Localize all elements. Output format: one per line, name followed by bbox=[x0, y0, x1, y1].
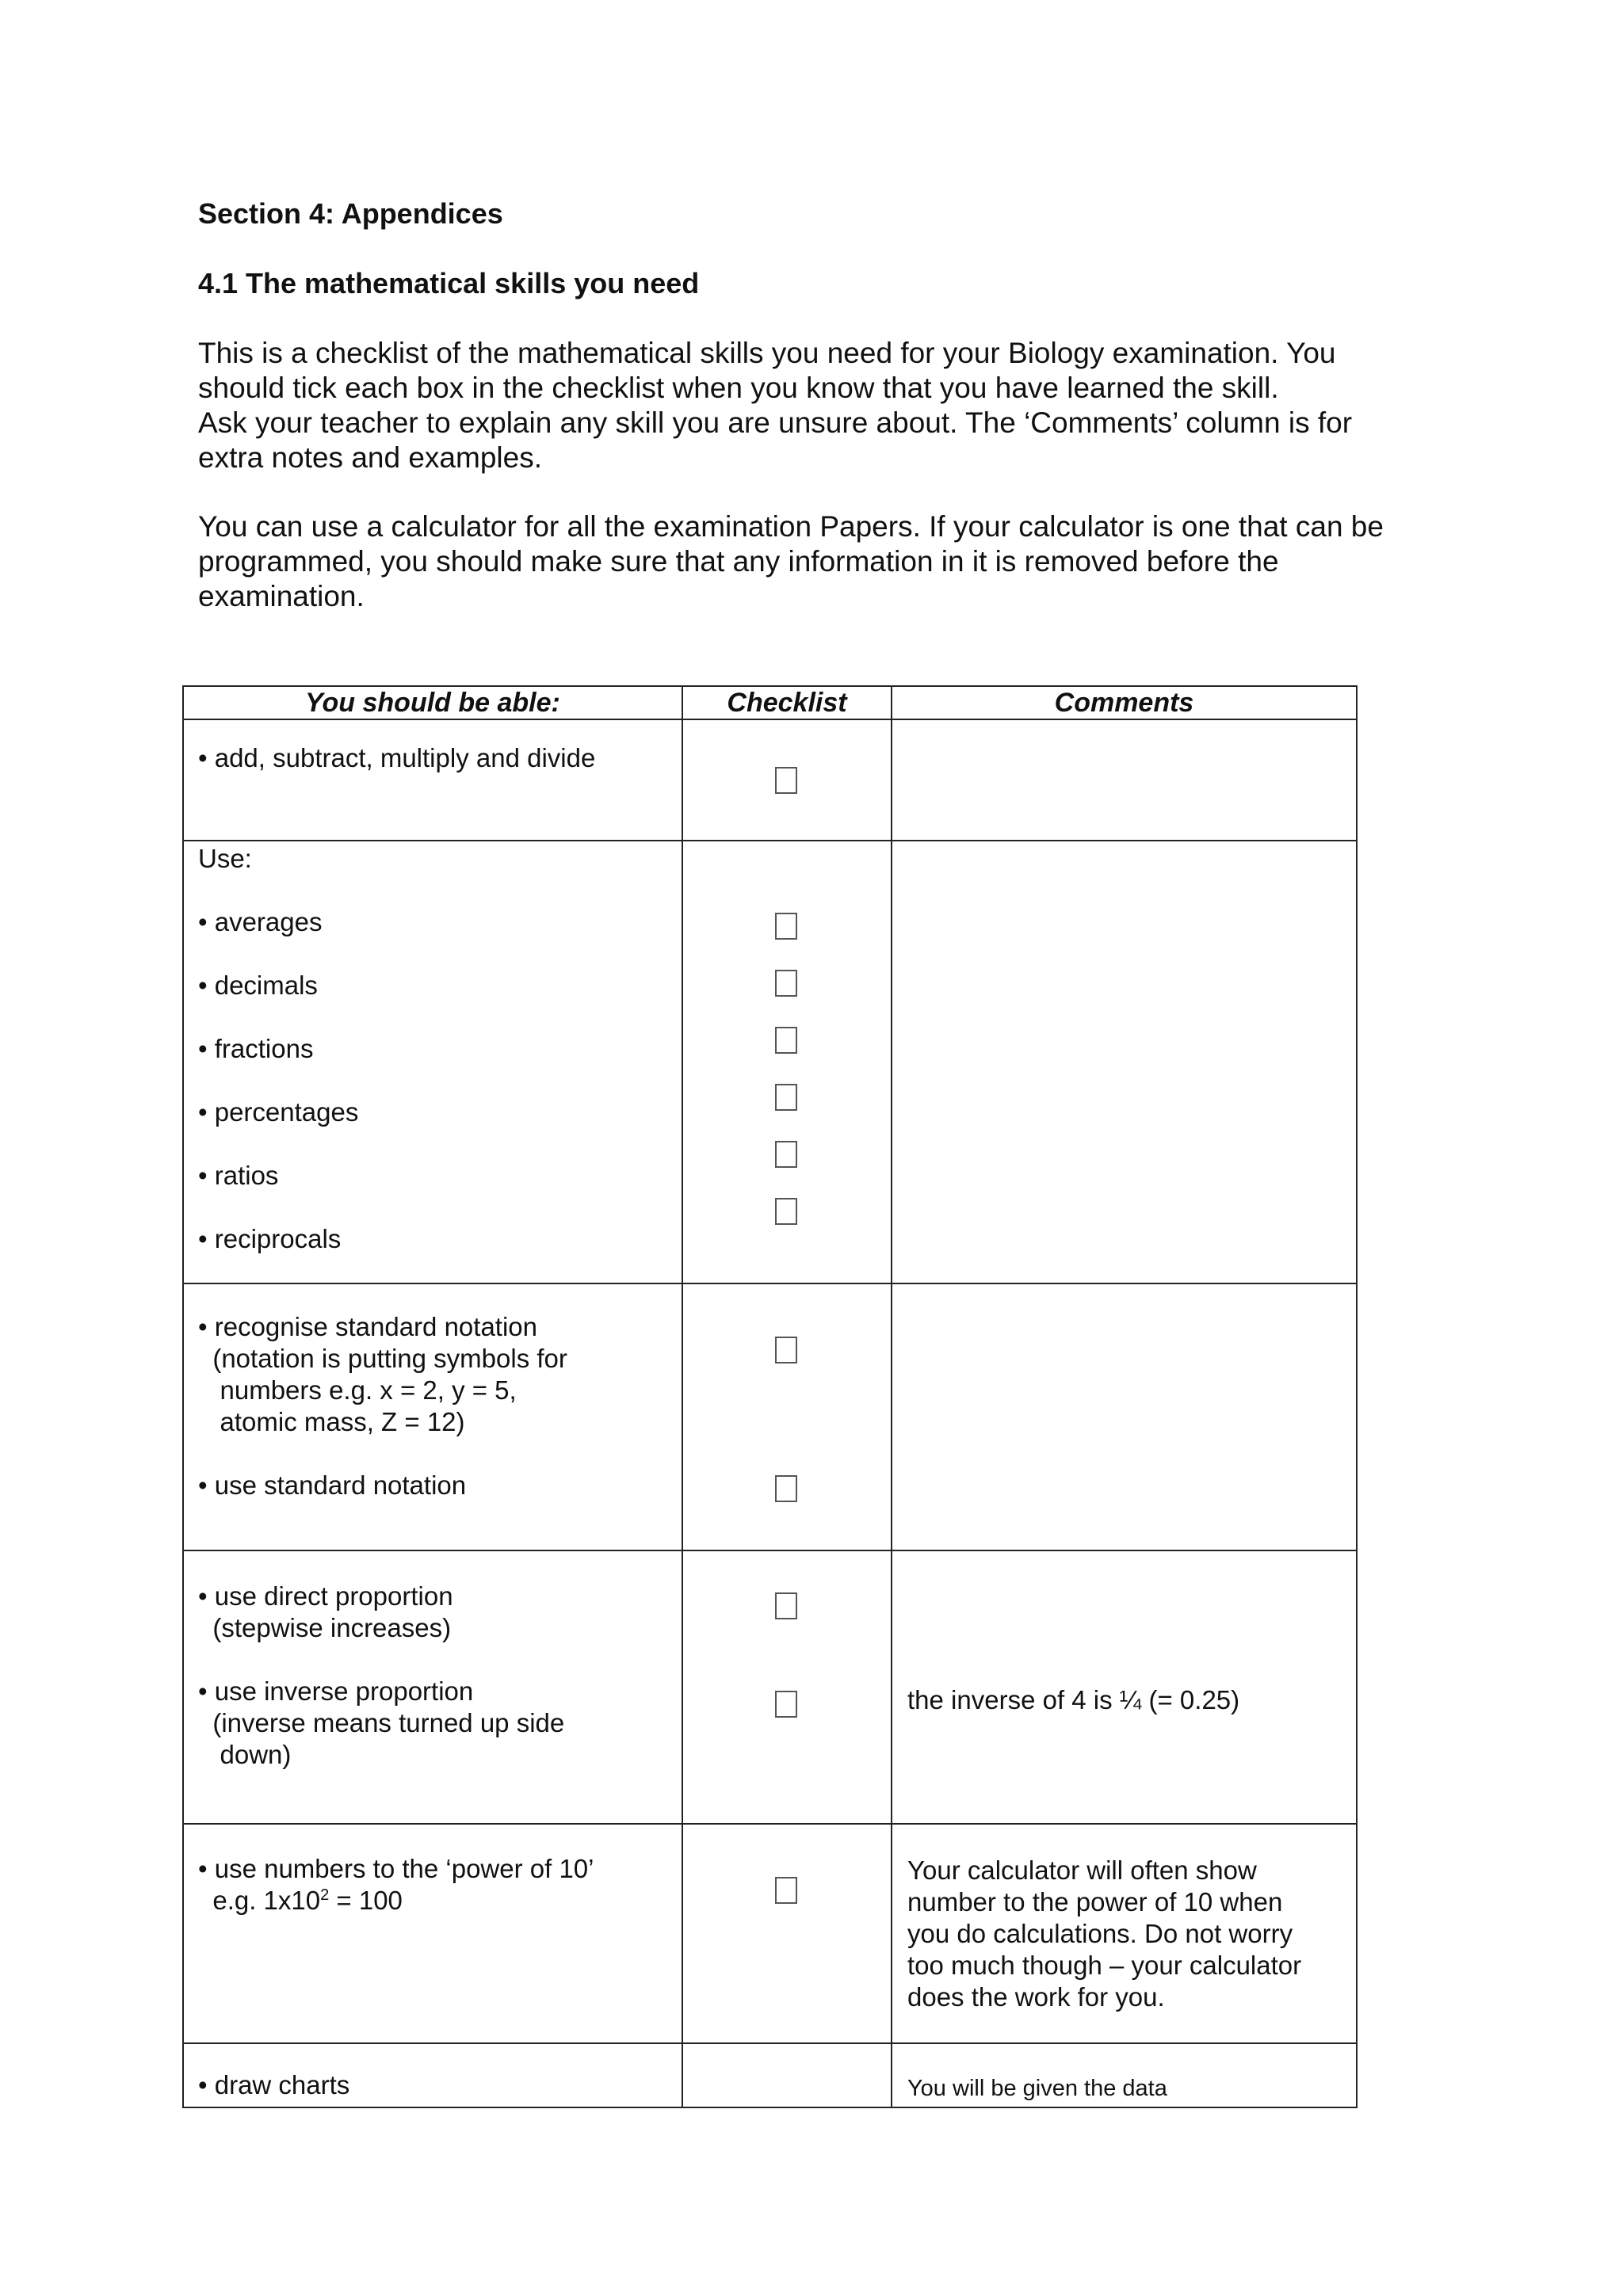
text-line: numbers e.g. x = 2, y = 5, bbox=[198, 1375, 517, 1405]
text-line: Ask your teacher to explain any skill you are unsure about. The ‘Comments’ column is for bbox=[198, 406, 1353, 439]
text-line: (notation is putting symbols for bbox=[198, 1344, 567, 1373]
checkbox-power-of-10[interactable] bbox=[775, 1877, 797, 1904]
table-header-row bbox=[183, 686, 1357, 719]
text-line: you do calculations. Do not worry bbox=[907, 1919, 1293, 1948]
text-line: should tick each box in the checklist when you know that you have learned the skill. bbox=[198, 372, 1279, 404]
text-line: Your calculator will often show bbox=[907, 1855, 1257, 1885]
text-line: extra notes and examples. bbox=[198, 441, 542, 474]
checkbox-decimals[interactable] bbox=[775, 970, 797, 997]
skill-recognise-notation bbox=[198, 1311, 567, 1438]
text-line: programmed, you should make sure that any information in it is removed before the bbox=[198, 545, 1279, 578]
checkbox-fractions[interactable] bbox=[775, 1027, 797, 1054]
section-title: Section 4: Appendices bbox=[198, 197, 503, 230]
checkbox-ratios[interactable] bbox=[775, 1141, 797, 1168]
text-line: This is a checklist of the mathematical skills you need for your Biology examination. You bbox=[198, 337, 1336, 369]
skill-fractions: • fractions bbox=[198, 1034, 314, 1063]
skill-averages: • averages bbox=[198, 907, 323, 936]
text-line: • use inverse proportion bbox=[198, 1676, 474, 1706]
text-line: (stepwise increases) bbox=[198, 1613, 452, 1642]
header-skill: You should be able: bbox=[183, 686, 682, 719]
checkbox-reciprocals[interactable] bbox=[775, 1198, 797, 1225]
table-row bbox=[183, 2043, 1357, 2107]
example-base: e.g. 1x10 bbox=[198, 1886, 321, 1915]
comment-inverse: the inverse of 4 is ¼ (= 0.25) bbox=[907, 1685, 1240, 1714]
text-line: down) bbox=[198, 1740, 292, 1769]
text-line: (inverse means turned up side bbox=[198, 1708, 565, 1737]
skill-inverse-proportion bbox=[198, 1676, 564, 1771]
skill-percentages: • percentages bbox=[198, 1097, 359, 1127]
text-line: • recognise standard notation bbox=[198, 1312, 538, 1341]
header-comments: Comments bbox=[892, 686, 1357, 719]
text-line: does the work for you. bbox=[907, 1982, 1165, 2012]
table-row bbox=[183, 719, 1357, 841]
intro-paragraph-2 bbox=[198, 509, 1466, 614]
text-line: • use direct proportion bbox=[198, 1581, 453, 1611]
text-line: atomic mass, Z = 12) bbox=[198, 1407, 465, 1436]
skill-power-of-10 bbox=[198, 1853, 594, 1917]
text-line: too much though – your calculator bbox=[907, 1951, 1302, 1980]
checkbox-inverse-proportion[interactable] bbox=[775, 1691, 797, 1718]
checkbox-recognise-notation[interactable] bbox=[775, 1337, 797, 1363]
intro-paragraph-1 bbox=[198, 336, 1466, 475]
header-checklist: Checklist bbox=[682, 686, 892, 719]
text-line bbox=[198, 1885, 594, 1917]
skill-add-subtract: • add, subtract, multiply and divide bbox=[198, 743, 596, 772]
subsection-title: 4.1 The mathematical skills you need bbox=[198, 267, 700, 299]
comment-draw-charts: You will be given the data bbox=[907, 2076, 1167, 2101]
text-line: You can use a calculator for all the examination Papers. If your calculator is one that can be bbox=[198, 510, 1384, 543]
table-row bbox=[183, 1550, 1357, 1824]
comment-power-of-10 bbox=[907, 1855, 1301, 2013]
skill-ratios: • ratios bbox=[198, 1161, 279, 1190]
skill-decimals: • decimals bbox=[198, 971, 318, 1000]
use-label: Use: bbox=[198, 844, 252, 873]
example-exponent: 2 bbox=[320, 1886, 330, 1904]
text-line: • use numbers to the ‘power of 10’ bbox=[198, 1854, 594, 1883]
table-row bbox=[183, 1283, 1357, 1550]
text-line: examination. bbox=[198, 580, 365, 612]
skill-draw-charts: • draw charts bbox=[198, 2070, 350, 2100]
skill-use-notation: • use standard notation bbox=[198, 1470, 467, 1500]
checkbox-direct-proportion[interactable] bbox=[775, 1592, 797, 1619]
checkbox-use-notation[interactable] bbox=[775, 1475, 797, 1502]
checkbox-averages[interactable] bbox=[775, 913, 797, 940]
table-row bbox=[183, 1824, 1357, 2043]
checkbox-add-subtract[interactable] bbox=[775, 767, 797, 794]
checkbox-percentages[interactable] bbox=[775, 1084, 797, 1111]
example-result: = 100 bbox=[329, 1886, 403, 1915]
skill-reciprocals: • reciprocals bbox=[198, 1224, 342, 1253]
table-row bbox=[183, 841, 1357, 1283]
skill-direct-proportion bbox=[198, 1581, 453, 1644]
text-line: number to the power of 10 when bbox=[907, 1887, 1283, 1917]
skills-checklist-table bbox=[182, 685, 1358, 2108]
